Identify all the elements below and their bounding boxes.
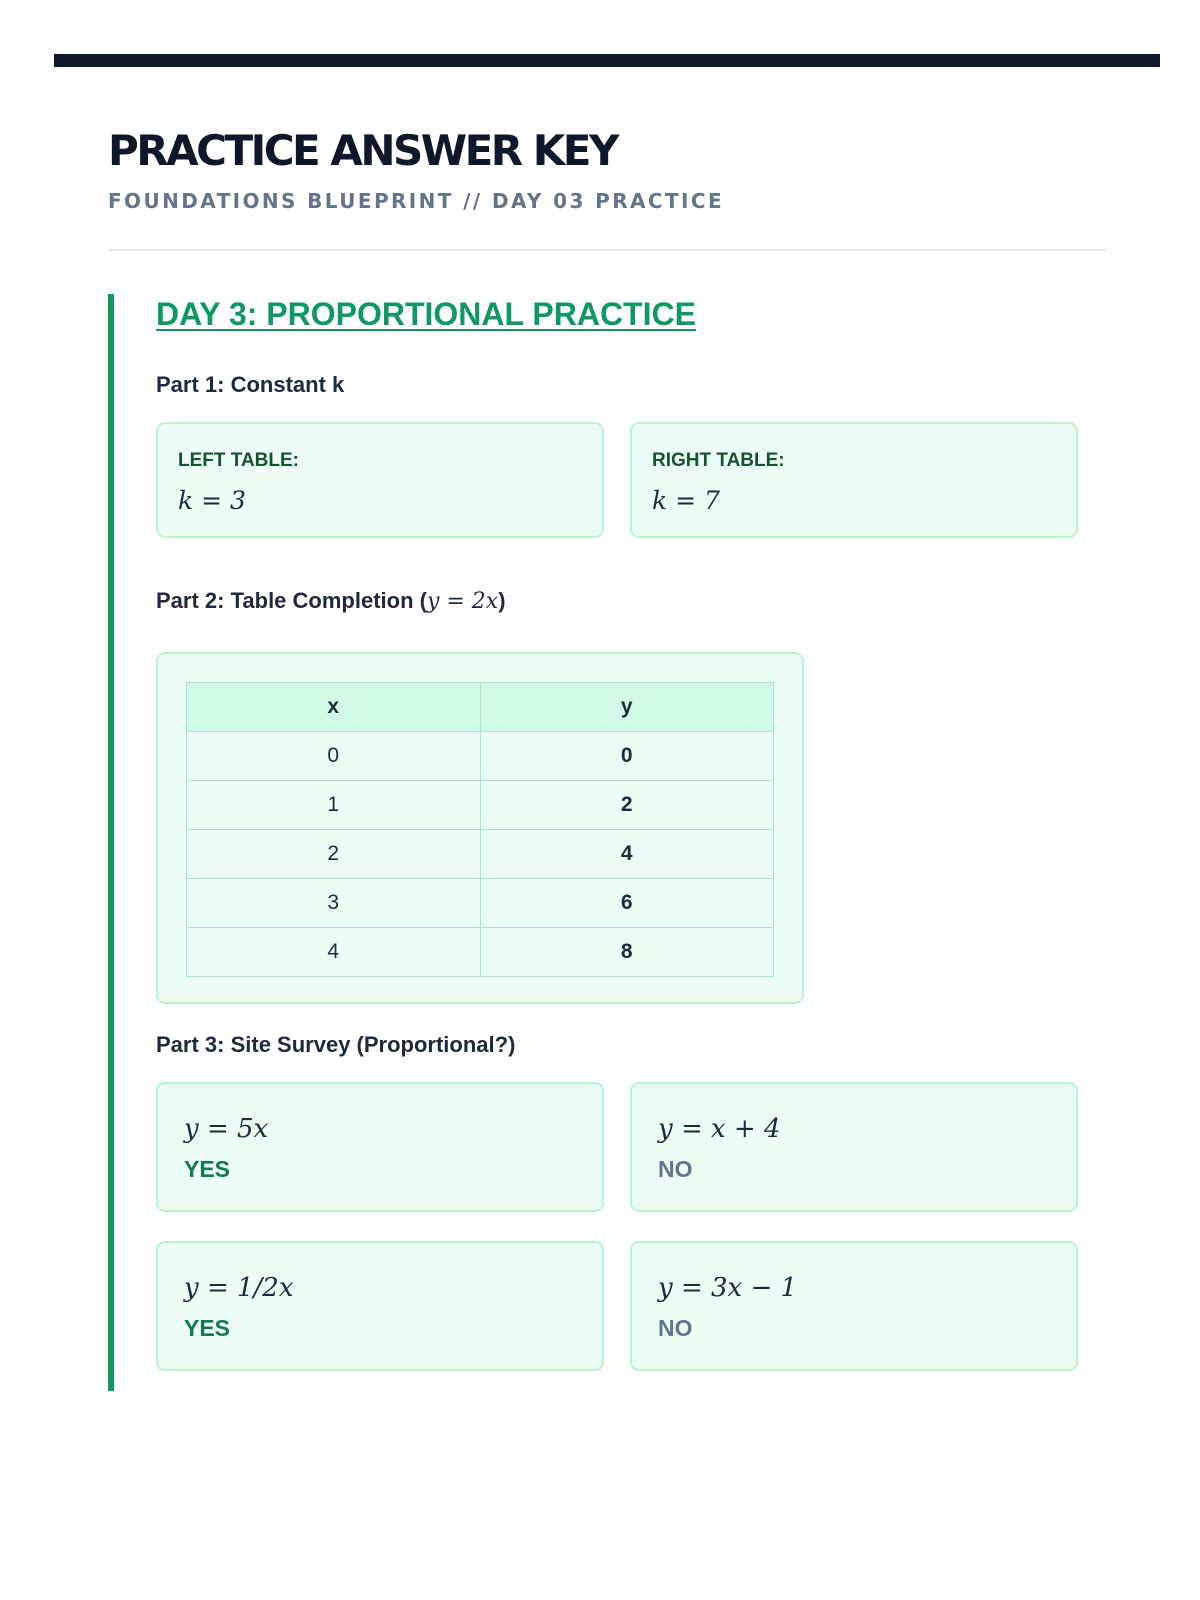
survey-answer: NO <box>658 1156 693 1182</box>
survey-answer: NO <box>658 1315 693 1341</box>
table-row <box>187 732 774 781</box>
survey-card <box>156 1241 604 1371</box>
table-row <box>187 830 774 879</box>
part2-heading-text: Part 2: Table Completion ( <box>156 588 427 613</box>
part1-heading: Part 1: Constant k <box>156 372 345 397</box>
y-cell: 4 <box>480 830 774 879</box>
x-cell: 3 <box>187 879 481 928</box>
x-cell: 4 <box>187 928 481 977</box>
y-column-header: y <box>480 683 774 732</box>
top-rule <box>54 54 1160 67</box>
part3-heading: Part 3: Site Survey (Proportional?) <box>156 1032 516 1057</box>
page-subtitle: FOUNDATIONS BLUEPRINT // DAY 03 PRACTICE <box>108 189 724 213</box>
right-table-label: RIGHT TABLE: <box>652 450 785 471</box>
survey-equation: y = x + 4 <box>658 1114 781 1144</box>
survey-equation: y = 3x − 1 <box>658 1273 798 1303</box>
k-variable: k <box>178 486 194 515</box>
section-title: DAY 3: PROPORTIONAL PRACTICE <box>156 296 696 332</box>
part2-heading-equation: y = 2x <box>426 589 499 614</box>
xy-table <box>186 682 774 977</box>
right-table-constant <box>652 486 720 516</box>
table-header-row <box>187 683 774 732</box>
left-table-constant <box>178 486 246 516</box>
day3-section <box>108 294 1106 1391</box>
part2-heading-close: ) <box>498 588 506 613</box>
y-cell: 0 <box>480 732 774 781</box>
survey-equation: y = 5x <box>184 1114 269 1144</box>
equals-sign: = <box>667 486 704 515</box>
page-title: PRACTICE ANSWER KEY <box>108 126 617 175</box>
k-variable: k <box>652 486 668 515</box>
table-row <box>187 781 774 830</box>
right-table-card <box>630 422 1078 538</box>
x-cell: 0 <box>187 732 481 781</box>
y-cell: 8 <box>480 928 774 977</box>
header-divider <box>108 249 1106 251</box>
table-row <box>187 928 774 977</box>
k-value: 7 <box>704 486 720 515</box>
x-cell: 1 <box>187 781 481 830</box>
table-completion-card <box>156 652 804 1004</box>
y-cell: 6 <box>480 879 774 928</box>
x-column-header: x <box>187 683 481 732</box>
x-cell: 2 <box>187 830 481 879</box>
survey-equation: y = 1/2x <box>184 1273 294 1303</box>
y-cell: 2 <box>480 781 774 830</box>
equals-sign: = <box>193 486 230 515</box>
left-table-label: LEFT TABLE: <box>178 450 300 471</box>
k-value: 3 <box>230 486 246 515</box>
survey-card <box>156 1082 604 1212</box>
survey-answer: YES <box>184 1156 231 1182</box>
survey-card <box>630 1241 1078 1371</box>
survey-card <box>630 1082 1078 1212</box>
survey-answer: YES <box>184 1315 231 1341</box>
part2-heading <box>156 588 506 614</box>
document-header <box>108 126 1106 214</box>
left-table-card <box>156 422 604 538</box>
table-row <box>187 879 774 928</box>
